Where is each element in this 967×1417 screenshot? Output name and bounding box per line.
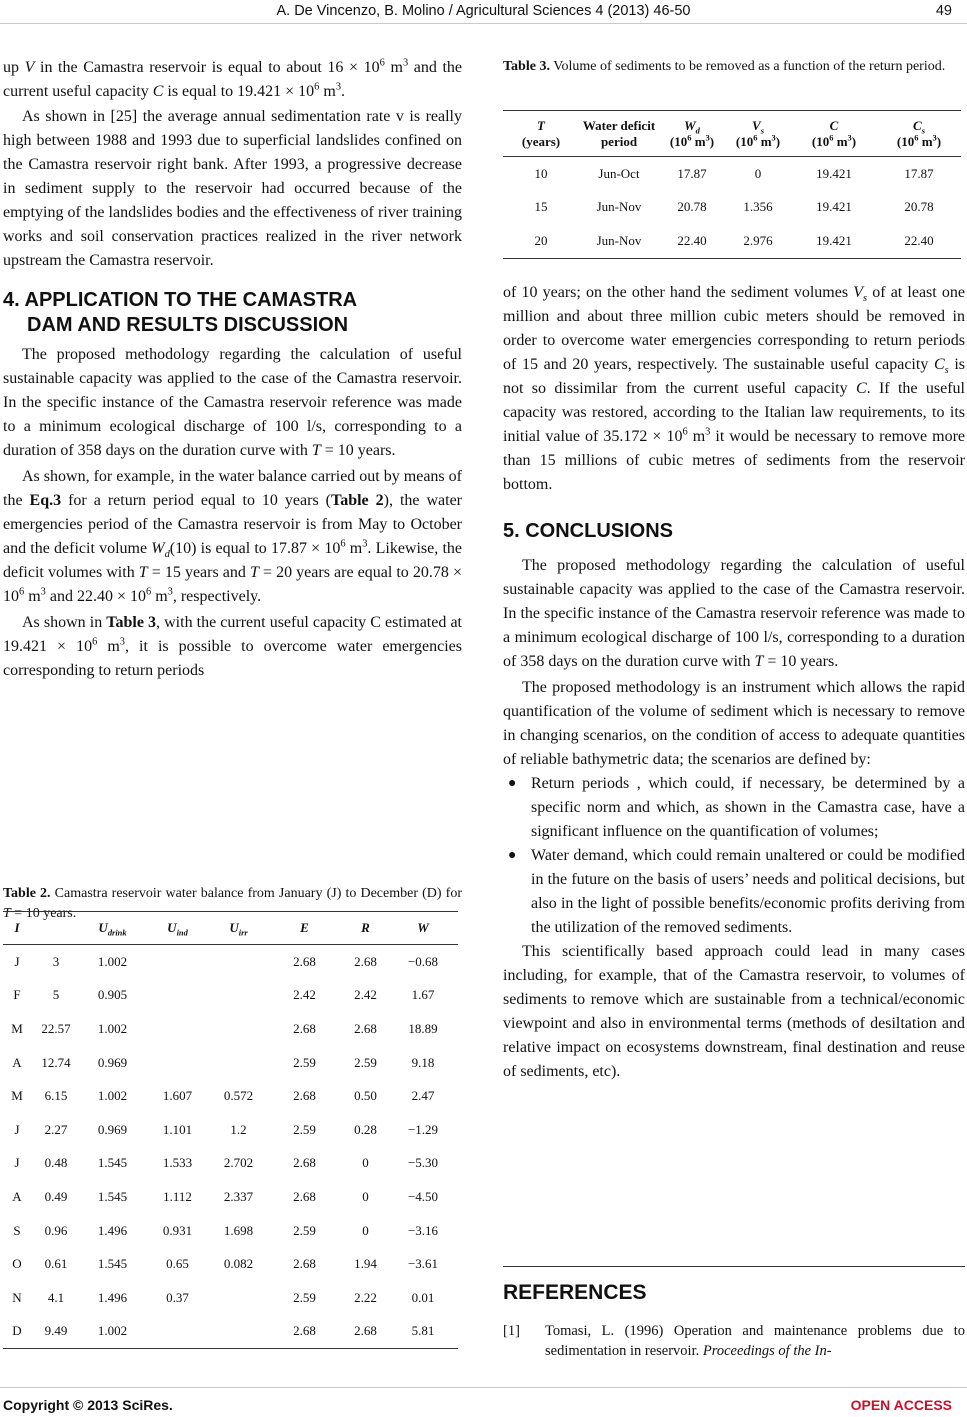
- table2-cell: 1.002: [97, 1323, 128, 1339]
- table2-cell: 1.607: [162, 1088, 193, 1104]
- table2-cell: 2.68: [293, 1020, 316, 1036]
- paragraph-conclusions-3: This scientifically based approach could lead in many cases including, for example, that of the Camastra reservoir, to volumes of sediments to remove which are sustainable from a technical/economic viewpoint and also in environmental terms (methods of desiltation and relative impact on ecosystems downstream, final destination and reuse of sediments, etc).: [503, 943, 965, 1080]
- table2-cell: [144, 945, 211, 979]
- table2-cell: 0.572: [223, 1088, 254, 1104]
- reference-list: [503, 1321, 965, 1361]
- th-wd: $W_d$ ($10^6$ $m^3$): [659, 111, 725, 157]
- table3-cell: 22.40: [904, 232, 934, 248]
- table2-cell: 0.96: [44, 1222, 68, 1238]
- table2-cell: 2.702: [223, 1155, 254, 1171]
- table2-row: [3, 1214, 458, 1248]
- table2-cell: 0.50: [354, 1088, 377, 1104]
- table2-cell: 1.545: [97, 1155, 128, 1171]
- table2-cell: 2.68: [293, 1088, 316, 1104]
- table2-cell: −5.30: [407, 1155, 439, 1171]
- table2-row: [3, 1012, 458, 1046]
- th-month: I: [3, 912, 31, 945]
- table2-cell: 2.68: [293, 1188, 316, 1204]
- section-heading-4: 4. APPLICATION TO THE CAMASTRA DAM AND RESULTS DISCUSSION: [3, 289, 358, 336]
- table2-cell: 1.2: [230, 1121, 247, 1137]
- th-r: R: [343, 912, 388, 945]
- table3-cell: 15: [534, 199, 548, 215]
- references-heading: REFERENCES: [503, 1281, 647, 1304]
- th-w: W: [388, 912, 458, 945]
- table2-cell: 2.22: [354, 1289, 377, 1305]
- table2-cell: 1.101: [162, 1121, 193, 1137]
- table3-body: [503, 157, 961, 259]
- page-header: [0, 0, 967, 30]
- table2-cell: 5.81: [411, 1323, 435, 1339]
- table2-cell: 4.1: [47, 1289, 65, 1305]
- table2-row: [3, 1113, 458, 1147]
- table3-cell: Jun-Nov: [596, 199, 642, 215]
- table3-cell: 17.87: [904, 165, 934, 181]
- paragraph-continued: up V in the Camastra reservoir is equal to about $16 \times 10^6$ $m^3$ and the current useful capacity C is equal to $19.421 \times 10^6$ $m^3$.: [3, 57, 463, 100]
- table3-cell: 19.421: [816, 199, 852, 215]
- table2-row: [3, 945, 458, 979]
- running-title: A. De Vincenzo, B. Molino / Agricultural Sciences 4 (2013) 46-50: [276, 3, 691, 19]
- table2-cell: 9.49: [44, 1323, 68, 1339]
- table2-cell: 2.337: [223, 1188, 254, 1204]
- table2-cell: J: [14, 953, 20, 969]
- th-u-drink: $U_{drink}$: [81, 912, 144, 945]
- th-deficit-period: Water deficit period: [579, 111, 659, 157]
- header-divider: [0, 23, 967, 24]
- table2-cell: 1.002: [97, 1088, 128, 1104]
- table2-cell: 1.94: [354, 1256, 377, 1272]
- table2-cell: M: [11, 1020, 23, 1036]
- table2-cell: 2.59: [293, 1054, 316, 1070]
- table2-cell: 1.112: [163, 1188, 192, 1204]
- table2-cell: 0.01: [411, 1289, 435, 1305]
- table2-cell: 1.545: [97, 1256, 128, 1272]
- table3-row: [503, 224, 961, 258]
- table2-cell: S: [13, 1222, 21, 1238]
- th-e: E: [266, 912, 343, 945]
- th-u-irr: $U_{irr}$: [211, 912, 266, 945]
- th-vs: $V_s$ ($10^6$ $m^3$): [725, 111, 791, 157]
- table2-cell: 0.48: [44, 1155, 68, 1171]
- table2-cell: −1.29: [407, 1121, 439, 1137]
- table2-cell: 1.496: [97, 1289, 128, 1305]
- table2-cell: [211, 1281, 266, 1315]
- table2-cell: [144, 1315, 211, 1349]
- table3-cell: 17.87: [677, 165, 707, 181]
- table2-cell: −4.50: [407, 1188, 439, 1204]
- table2-cell: 0.905: [97, 987, 128, 1003]
- table2-cell: J: [14, 1155, 20, 1171]
- table3-row: [503, 157, 961, 191]
- table2-cell: 0.65: [166, 1256, 189, 1272]
- table3-cell: 1.356: [743, 199, 773, 215]
- table2-cell: 6.15: [44, 1088, 68, 1104]
- table2-row: [3, 1247, 458, 1281]
- table2-cell: 2.68: [293, 1155, 316, 1171]
- table2-cell: [211, 945, 266, 979]
- table3-header-row: [503, 111, 961, 157]
- table2-cell: [211, 979, 266, 1013]
- table2-header-row: [3, 912, 458, 945]
- table2-cell: −3.16: [407, 1222, 439, 1238]
- table2-cell: 2.68: [293, 1256, 316, 1272]
- footer-divider: [0, 1387, 967, 1388]
- table2-row: [3, 1315, 458, 1349]
- table2-cell: 0: [362, 1222, 369, 1238]
- table2-cell: 0.082: [223, 1256, 254, 1272]
- paragraph-methodology: The proposed methodology regarding the calculation of useful sustainable capacity was applied to the case of the Camastra reservoir. In the specific instance of the Camastra reservoir reference was made to a minimum ecological discharge of 100 l/s, corresponding to a duration of 358 days on the duration curve with T = 10 years.: [3, 346, 462, 459]
- table3-cell: 0: [754, 165, 762, 181]
- table2-cell: 2.68: [293, 953, 316, 969]
- th-u-ind: $U_{ind}$: [144, 912, 211, 945]
- bullet-icon: ●: [508, 776, 517, 791]
- th-cs: $C_s$ ($10^6$ $m^3$): [877, 111, 961, 157]
- table3-cell: Jun-Oct: [598, 165, 640, 181]
- table2-cell: 2.68: [354, 1020, 377, 1036]
- table2-cell: 0: [362, 1155, 369, 1171]
- table2-body: [3, 945, 458, 1349]
- paragraph-conclusions-1: The proposed methodology regarding the calculation of useful sustainable capacity was applied to the case of the Camastra reservoir. In the specific instance of the Camastra reservoir reference was made to a minimum ecological discharge of 100 l/s, corresponding to a duration of 358 days on the duration curve with T = 10 years.: [503, 557, 965, 670]
- table2-cell: A: [12, 1054, 22, 1070]
- table3-caption: Table 3. Volume of sediments to be removed as a function of the return period.: [503, 59, 946, 74]
- table3-cell: 20.78: [904, 199, 934, 215]
- table2-cell: 0.969: [97, 1121, 128, 1137]
- table3: [503, 110, 961, 259]
- table2-cell: 0.969: [97, 1054, 128, 1070]
- page-number: 49: [935, 3, 952, 19]
- table2-cell: A: [12, 1188, 22, 1204]
- reference-item: [1] Tomasi, L. (1996) Operation and maintenance problems due to sedimentation in reservoir. Proceedings of the In-: [503, 1323, 965, 1359]
- table2-cell: 2.59: [293, 1121, 316, 1137]
- table2-cell: 2.42: [293, 987, 316, 1003]
- table2-cell: J: [14, 1121, 20, 1137]
- table3-cell: 20.78: [677, 199, 707, 215]
- table2-row: [3, 1046, 458, 1080]
- table2-cell: 2.27: [44, 1121, 68, 1137]
- table2-cell: 22.57: [41, 1020, 71, 1036]
- paragraph-table3-reference: As shown in Table 3, with the current useful capacity C estimated at $19.421 \times 10^6$ $m^3$, it is possible to overcome water emergencies corresponding to return periods: [3, 614, 462, 679]
- table2-cell: [144, 1012, 211, 1046]
- references-divider: [503, 1266, 965, 1267]
- table3-cell: 22.40: [677, 232, 707, 248]
- paragraph-sediment-volumes: of 10 years; on the other hand the sediment volumes $V_s$ of at least one million and about three million cubic meters should be removed in order to overcome water emergencies corresponding to return periods of 15 and 20 years, respectively. The sustainable useful capacity $C_s$ is not so dissimilar from the current useful capacity C. If the useful capacity was restored, according to the Italian law requirements, to its initial value of $35.172 \times 10^6$ $m^3$ it would be necessary to remove more than 15 millions of cubic metres of sediments from the reservoir bottom.: [503, 284, 966, 493]
- table2-cell: 2.47: [411, 1088, 435, 1104]
- table2-cell: 2.68: [354, 953, 377, 969]
- table2-cell: 1.002: [97, 953, 128, 969]
- copyright: Copyright © 2013 SciRes.: [3, 1397, 173, 1413]
- table2-cell: 1.002: [97, 1020, 128, 1036]
- th-return-period: T (years): [503, 111, 579, 157]
- section-heading-5: 5. CONCLUSIONS: [503, 520, 674, 542]
- bullet-return-periods: ● Return periods , which could, if necessary, be determined by a specific norm and which, as shown in the Camastra case, have a significant influence on the quantification of volumes;: [503, 772, 965, 844]
- table2-cell: [144, 979, 211, 1013]
- table2-cell: 1.496: [97, 1222, 128, 1238]
- table2-grid: [3, 911, 458, 1349]
- table3-row: [503, 191, 961, 225]
- table2-cell: F: [13, 987, 21, 1003]
- table2-cell: 2.42: [354, 987, 377, 1003]
- table2-cell: 1.698: [223, 1222, 254, 1238]
- table2-caption: Table 2. Camastra reservoir water balance from January (J) to December (D) for T = 10 years.: [3, 886, 462, 921]
- table3-cell: Jun-Nov: [596, 232, 642, 248]
- bullet-icon: ●: [508, 848, 517, 863]
- table2-cell: 0.37: [166, 1289, 189, 1305]
- table2-cell: O: [12, 1256, 22, 1272]
- table3-cell: 19.421: [816, 232, 852, 248]
- table2-cell: −3.61: [407, 1256, 439, 1272]
- table2-cell: 0.49: [44, 1188, 68, 1204]
- table2-cell: 0.28: [354, 1121, 377, 1137]
- table2-cell: [211, 1315, 266, 1349]
- table3-grid: [503, 110, 961, 259]
- table2-cell: 0.931: [162, 1222, 193, 1238]
- table3-cell: 2.976: [743, 232, 773, 248]
- table2-cell: 12.74: [41, 1054, 71, 1070]
- table3-cell: 20: [534, 232, 548, 248]
- open-access-badge: OPEN ACCESS: [850, 1397, 952, 1413]
- table2-cell: 0.61: [44, 1256, 68, 1272]
- left-column: [3, 54, 462, 683]
- th-c: C ($10^6$ $m^3$): [791, 111, 877, 157]
- table2-cell: 5: [52, 987, 60, 1003]
- th-inflow: [31, 912, 81, 945]
- paragraph-conclusions-2: The proposed methodology is an instrument which allows the rapid quantification of the volume of sediment which is necessary to remove in changing scenarios, on the condition of access to adequate quantities of reliable bathymetric data; the scenarios are defined by:: [503, 679, 965, 768]
- table2-cell: 2.59: [293, 1289, 316, 1305]
- table2-cell: 2.68: [293, 1323, 316, 1339]
- table2-cell: 2.59: [354, 1054, 377, 1070]
- table2-cell: 1.545: [97, 1188, 128, 1204]
- table2-row: [3, 1147, 458, 1181]
- table2-row: [3, 1180, 458, 1214]
- table2-cell: 1.67: [411, 987, 435, 1003]
- table2-row: [3, 1079, 458, 1113]
- table2-row: [3, 979, 458, 1013]
- table2-cell: 2.68: [354, 1323, 377, 1339]
- table2-cell: 9.18: [411, 1054, 435, 1070]
- table2-cell: 2.59: [293, 1222, 316, 1238]
- table3-cell: 10: [534, 165, 548, 181]
- table2-cell: [144, 1046, 211, 1080]
- table2-cell: N: [12, 1289, 22, 1305]
- table2-cell: −0.68: [407, 953, 439, 969]
- bullet-water-demand: ● Water demand, which could remain unaltered or could be modified in the future on the basis of users’ needs and political decisions, but also in the light of possible benefits/economic profits deriving from the utilization of the removed sediments.: [503, 844, 965, 940]
- paragraph-water-balance: As shown, for example, in the water balance carried out by means of the Eq.3 for a return period equal to 10 years (Table 2), the water emergencies period of the Camastra reservoir is from May to October and the deficit volume $W_d(10)$ is equal to $17.87 \times 10^6$ $m^3$. Likewise, the deficit volumes with T = 15 years and T = 20 years are equal to $20.78 \times 10^6$ $m^3$ and $22.40 \times 10^6$ $m^3$, respectively.: [3, 468, 462, 605]
- table3-cell: 19.421: [816, 165, 852, 181]
- table2-cell: [211, 1012, 266, 1046]
- right-column: [503, 281, 965, 1084]
- table2-row: [3, 1281, 458, 1315]
- table2-cell: 0: [362, 1188, 369, 1204]
- table2-cell: 1.533: [162, 1155, 193, 1171]
- table2: [3, 911, 458, 1349]
- table2-cell: [211, 1046, 266, 1080]
- paragraph-sedimentation: As shown in [25] the average annual sedimentation rate v is really high between 1988 and 1993 due to superficial landslides confined on the Camastra reservoir right bank. After 1993, a progressive decrease in sediment supply to the reservoir had occurred because of the emptying of the landslides bodies and the effectiveness of river training works and soil conservation practices realized in the river network upstream the Camastra reservoir.: [3, 108, 462, 269]
- table2-cell: 3: [52, 953, 60, 969]
- table2-cell: D: [12, 1323, 22, 1339]
- table2-cell: 18.89: [408, 1020, 438, 1036]
- table2-cell: M: [11, 1088, 23, 1104]
